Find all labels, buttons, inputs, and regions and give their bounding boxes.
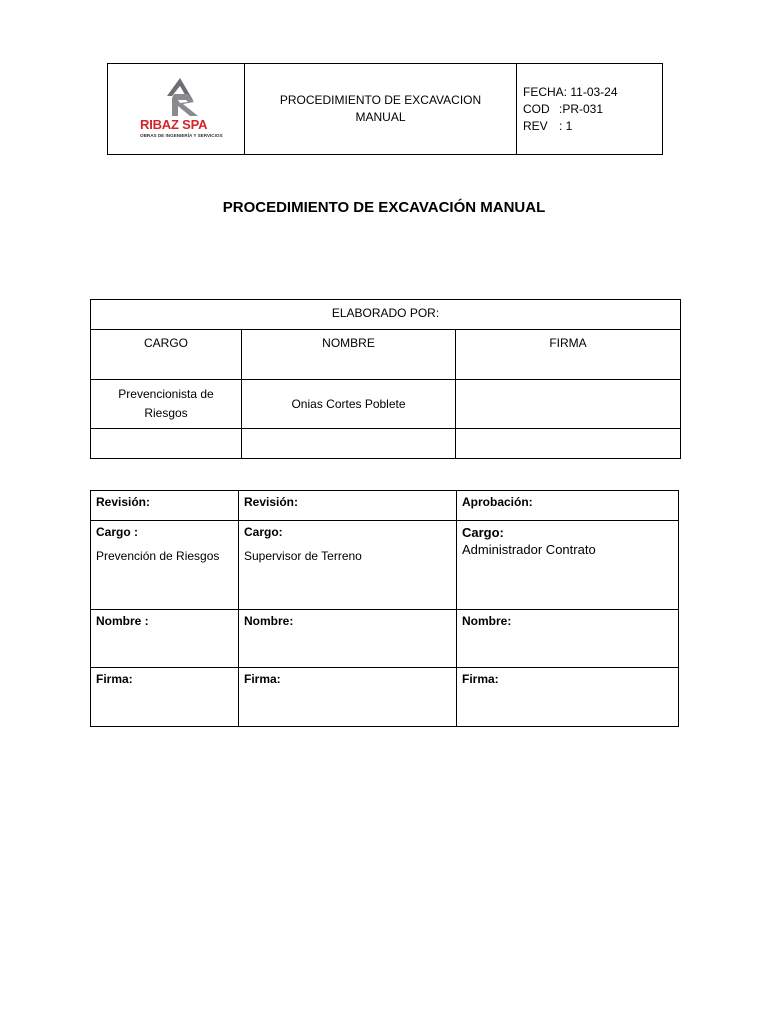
column-header-nombre: NOMBRE (242, 330, 456, 380)
rev-label: REV (523, 118, 548, 133)
cargo-value: Administrador Contrato (462, 542, 596, 557)
cargo-label: Cargo: (462, 525, 504, 540)
cargo-cell-3 (457, 521, 679, 610)
company-name: RIBAZ SPA (140, 117, 208, 132)
elaborado-cargo-cell (91, 380, 242, 429)
logo-cell (108, 64, 245, 155)
firma-cell-2: Firma: (239, 668, 457, 727)
revision-header-2: Revisión: (239, 491, 457, 521)
company-logo (108, 64, 244, 154)
cargo-label: Cargo : (96, 525, 138, 539)
cod-value: :PR-031 (559, 101, 604, 116)
table-cell (242, 429, 456, 459)
column-header-cargo: CARGO (91, 330, 242, 380)
table-cell (456, 429, 681, 459)
header-title (245, 64, 517, 155)
elaborado-heading: ELABORADO POR: (91, 300, 681, 330)
nombre-cell-3: Nombre: (457, 610, 679, 668)
cod-label: COD (523, 101, 550, 116)
cargo-label: Cargo: (244, 525, 283, 539)
elaborado-cargo-line1: Prevencionista de (118, 387, 214, 401)
elaborado-nombre-cell: Onias Cortes Poblete (242, 380, 456, 429)
nombre-cell-2: Nombre: (239, 610, 457, 668)
aprobacion-header: Aprobación: (457, 491, 679, 521)
elaborado-cargo-line2: Riesgos (144, 406, 188, 420)
cargo-value: Supervisor de Terreno (244, 549, 362, 563)
table-cell (91, 429, 242, 459)
document-title: PROCEDIMIENTO DE EXCAVACIÓN MANUAL (222, 199, 546, 216)
firma-cell-3: Firma: (457, 668, 679, 727)
fecha-label: FECHA: (523, 84, 568, 99)
document-header (107, 63, 663, 155)
firma-cell-1: Firma: (91, 668, 239, 727)
elaborado-firma-cell (456, 380, 681, 429)
column-header-firma: FIRMA (456, 330, 681, 380)
header-title-line1: PROCEDIMIENTO DE EXCAVACION (279, 93, 482, 107)
revision-header-1: Revisión: (91, 491, 239, 521)
ribaz-logo-icon (108, 64, 244, 124)
rev-value: : 1 (559, 118, 573, 133)
header-title-line2: MANUAL (355, 110, 406, 124)
nombre-cell-1: Nombre : (91, 610, 239, 668)
elaborado-table (90, 299, 681, 459)
revision-table (90, 490, 679, 727)
rev-row (523, 118, 662, 135)
fecha-row (523, 84, 662, 101)
cargo-value: Prevención de Riesgos (96, 549, 220, 563)
header-meta (517, 64, 663, 155)
fecha-value: 11-03-24 (570, 84, 618, 99)
company-tagline: OBRAS DE INGENIERÍA Y SERVICIOS (140, 133, 223, 138)
cargo-cell-1 (91, 521, 239, 610)
cod-row (523, 101, 662, 118)
cargo-cell-2 (239, 521, 457, 610)
